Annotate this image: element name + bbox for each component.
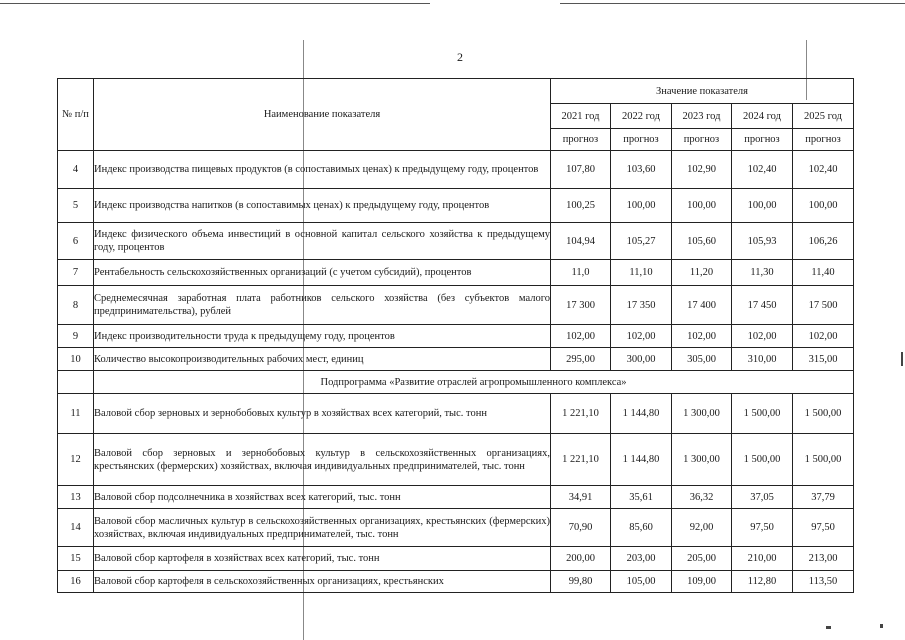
- indicator-value: 203,00: [611, 547, 672, 571]
- column-header-year: 2024 год: [732, 104, 793, 129]
- indicator-value: 11,20: [672, 260, 732, 286]
- indicator-value: 1 500,00: [732, 394, 793, 434]
- indicator-value: 35,61: [611, 486, 672, 509]
- column-header-num: № п/п: [58, 79, 94, 151]
- indicator-name: Индекс производительности труда к предыдущему году, процентов: [94, 325, 551, 348]
- row-number: 8: [58, 286, 94, 325]
- indicator-value: 300,00: [611, 348, 672, 371]
- indicator-value: 315,00: [793, 348, 854, 371]
- row-number: 12: [58, 434, 94, 486]
- column-header-status: прогноз: [672, 129, 732, 151]
- indicator-value: 70,90: [551, 509, 611, 547]
- indicator-value: 105,60: [672, 223, 732, 260]
- indicator-name: Рентабельность сельскохозяйственных организаций (с учетом субсидий), процентов: [94, 260, 551, 286]
- row-number: 6: [58, 223, 94, 260]
- header-row-group: [58, 79, 854, 104]
- table-row: [58, 486, 854, 509]
- table-row: [58, 394, 854, 434]
- table-row: [58, 189, 854, 223]
- indicator-value: 11,10: [611, 260, 672, 286]
- indicator-value: 106,26: [793, 223, 854, 260]
- indicator-value: 102,00: [611, 325, 672, 348]
- table-row: [58, 547, 854, 571]
- row-number: 11: [58, 394, 94, 434]
- indicator-value: 105,00: [611, 571, 672, 593]
- table-body-subprogram-heading: [58, 371, 854, 394]
- indicator-value: 100,00: [672, 189, 732, 223]
- scan-mark: [901, 352, 903, 366]
- indicator-value: 11,40: [793, 260, 854, 286]
- indicator-value: 105,93: [732, 223, 793, 260]
- indicator-value: 109,00: [672, 571, 732, 593]
- column-header-status: прогноз: [732, 129, 793, 151]
- indicator-value: 37,05: [732, 486, 793, 509]
- subprogram-row: [58, 371, 854, 394]
- row-number: 4: [58, 151, 94, 189]
- table-row: [58, 571, 854, 593]
- indicator-value: 102,00: [551, 325, 611, 348]
- row-number: 10: [58, 348, 94, 371]
- column-header-status: прогноз: [551, 129, 611, 151]
- indicator-value: 113,50: [793, 571, 854, 593]
- column-header-year: 2021 год: [551, 104, 611, 129]
- table-body-indicators: [58, 151, 854, 371]
- indicator-value: 97,50: [793, 509, 854, 547]
- indicator-name: Валовой сбор зерновых и зернобобовых культур в хозяйствах всех категорий, тыс. тонн: [94, 394, 551, 434]
- indicator-value: 97,50: [732, 509, 793, 547]
- indicator-value: 200,00: [551, 547, 611, 571]
- column-header-status: прогноз: [793, 129, 854, 151]
- indicator-value: 17 400: [672, 286, 732, 325]
- indicator-value: 105,27: [611, 223, 672, 260]
- indicator-value: 1 300,00: [672, 394, 732, 434]
- indicator-value: 11,30: [732, 260, 793, 286]
- indicator-value: 11,0: [551, 260, 611, 286]
- indicator-value: 112,80: [732, 571, 793, 593]
- indicator-value: 100,00: [793, 189, 854, 223]
- indicator-name: Валовой сбор зерновых и зернобобовых культур в сельскохозяйственных организациях, крестьянских (фермерских) хозяйствах, включая индивидуальных предпринимателей, тыс. тонн: [94, 434, 551, 486]
- subprogram-num-cell: [58, 371, 94, 394]
- indicators-table: [57, 78, 854, 593]
- indicator-value: 100,00: [732, 189, 793, 223]
- indicator-value: 1 221,10: [551, 434, 611, 486]
- column-header-year: 2023 год: [672, 104, 732, 129]
- indicator-name: Индекс производства напитков (в сопоставимых ценах) к предыдущему году, процентов: [94, 189, 551, 223]
- scan-mark: [880, 624, 883, 628]
- indicator-value: 305,00: [672, 348, 732, 371]
- table-row: [58, 434, 854, 486]
- indicator-value: 92,00: [672, 509, 732, 547]
- indicator-value: 1 500,00: [732, 434, 793, 486]
- column-header-year: 2025 год: [793, 104, 854, 129]
- row-number: 15: [58, 547, 94, 571]
- table-row: [58, 151, 854, 189]
- indicator-name: Индекс производства пищевых продуктов (в сопоставимых ценах) к предыдущему году, процентов: [94, 151, 551, 189]
- indicator-name: Индекс физического объема инвестиций в основной капитал сельского хозяйства к предыдущему году, процентов: [94, 223, 551, 260]
- row-number: 14: [58, 509, 94, 547]
- indicator-value: 213,00: [793, 547, 854, 571]
- indicator-value: 102,00: [793, 325, 854, 348]
- scan-edge-line: [0, 3, 430, 4]
- indicator-value: 100,25: [551, 189, 611, 223]
- column-header-status: прогноз: [611, 129, 672, 151]
- indicator-value: 17 450: [732, 286, 793, 325]
- indicator-value: 34,91: [551, 486, 611, 509]
- indicator-name: Валовой сбор подсолнечника в хозяйствах всех категорий, тыс. тонн: [94, 486, 551, 509]
- indicator-name: Валовой сбор картофеля в сельскохозяйственных организациях, крестьянских: [94, 571, 551, 593]
- indicator-value: 104,94: [551, 223, 611, 260]
- indicator-value: 85,60: [611, 509, 672, 547]
- column-header-year: 2022 год: [611, 104, 672, 129]
- page-number: 2: [457, 50, 463, 64]
- indicator-name: Валовой сбор масличных культур в сельскохозяйственных организациях, крестьянских (фермерских) хозяйствах, включая индивидуальных предпринимателей, тыс. тонн: [94, 509, 551, 547]
- row-number: 5: [58, 189, 94, 223]
- indicator-value: 102,00: [732, 325, 793, 348]
- indicator-name: Количество высокопроизводительных рабочих мест, единиц: [94, 348, 551, 371]
- row-number: 7: [58, 260, 94, 286]
- indicator-value: 107,80: [551, 151, 611, 189]
- indicator-value: 103,60: [611, 151, 672, 189]
- row-number: 13: [58, 486, 94, 509]
- column-header-value-group: Значение показателя: [551, 79, 854, 104]
- indicator-name: Среднемесячная заработная плата работников сельского хозяйства (без субъектов малого предпринимательства), рублей: [94, 286, 551, 325]
- indicator-value: 102,00: [672, 325, 732, 348]
- row-number: 9: [58, 325, 94, 348]
- scan-edge-line: [560, 3, 905, 4]
- table-row: [58, 260, 854, 286]
- scan-mark: [826, 626, 831, 629]
- indicator-value: 210,00: [732, 547, 793, 571]
- indicator-value: 310,00: [732, 348, 793, 371]
- indicator-value: 17 300: [551, 286, 611, 325]
- table-row: [58, 348, 854, 371]
- indicator-value: 1 300,00: [672, 434, 732, 486]
- indicator-value: 1 144,80: [611, 394, 672, 434]
- indicator-value: 295,00: [551, 348, 611, 371]
- table-row: [58, 509, 854, 547]
- indicator-value: 1 500,00: [793, 434, 854, 486]
- indicator-value: 102,90: [672, 151, 732, 189]
- column-header-name: Наименование показателя: [94, 79, 551, 151]
- table-row: [58, 286, 854, 325]
- table-body-subprogram-indicators: [58, 394, 854, 593]
- indicator-value: 1 144,80: [611, 434, 672, 486]
- indicator-value: 36,32: [672, 486, 732, 509]
- indicator-value: 17 500: [793, 286, 854, 325]
- subprogram-title: Подпрограмма «Развитие отраслей агропромышленного комплекса»: [94, 371, 854, 394]
- table-row: [58, 325, 854, 348]
- indicator-value: 1 500,00: [793, 394, 854, 434]
- indicator-value: 99,80: [551, 571, 611, 593]
- table-row: [58, 223, 854, 260]
- indicator-value: 100,00: [611, 189, 672, 223]
- indicator-value: 102,40: [732, 151, 793, 189]
- row-number: 16: [58, 571, 94, 593]
- indicator-value: 102,40: [793, 151, 854, 189]
- indicator-value: 17 350: [611, 286, 672, 325]
- indicator-value: 1 221,10: [551, 394, 611, 434]
- indicator-value: 37,79: [793, 486, 854, 509]
- indicator-value: 205,00: [672, 547, 732, 571]
- indicator-name: Валовой сбор картофеля в хозяйствах всех категорий, тыс. тонн: [94, 547, 551, 571]
